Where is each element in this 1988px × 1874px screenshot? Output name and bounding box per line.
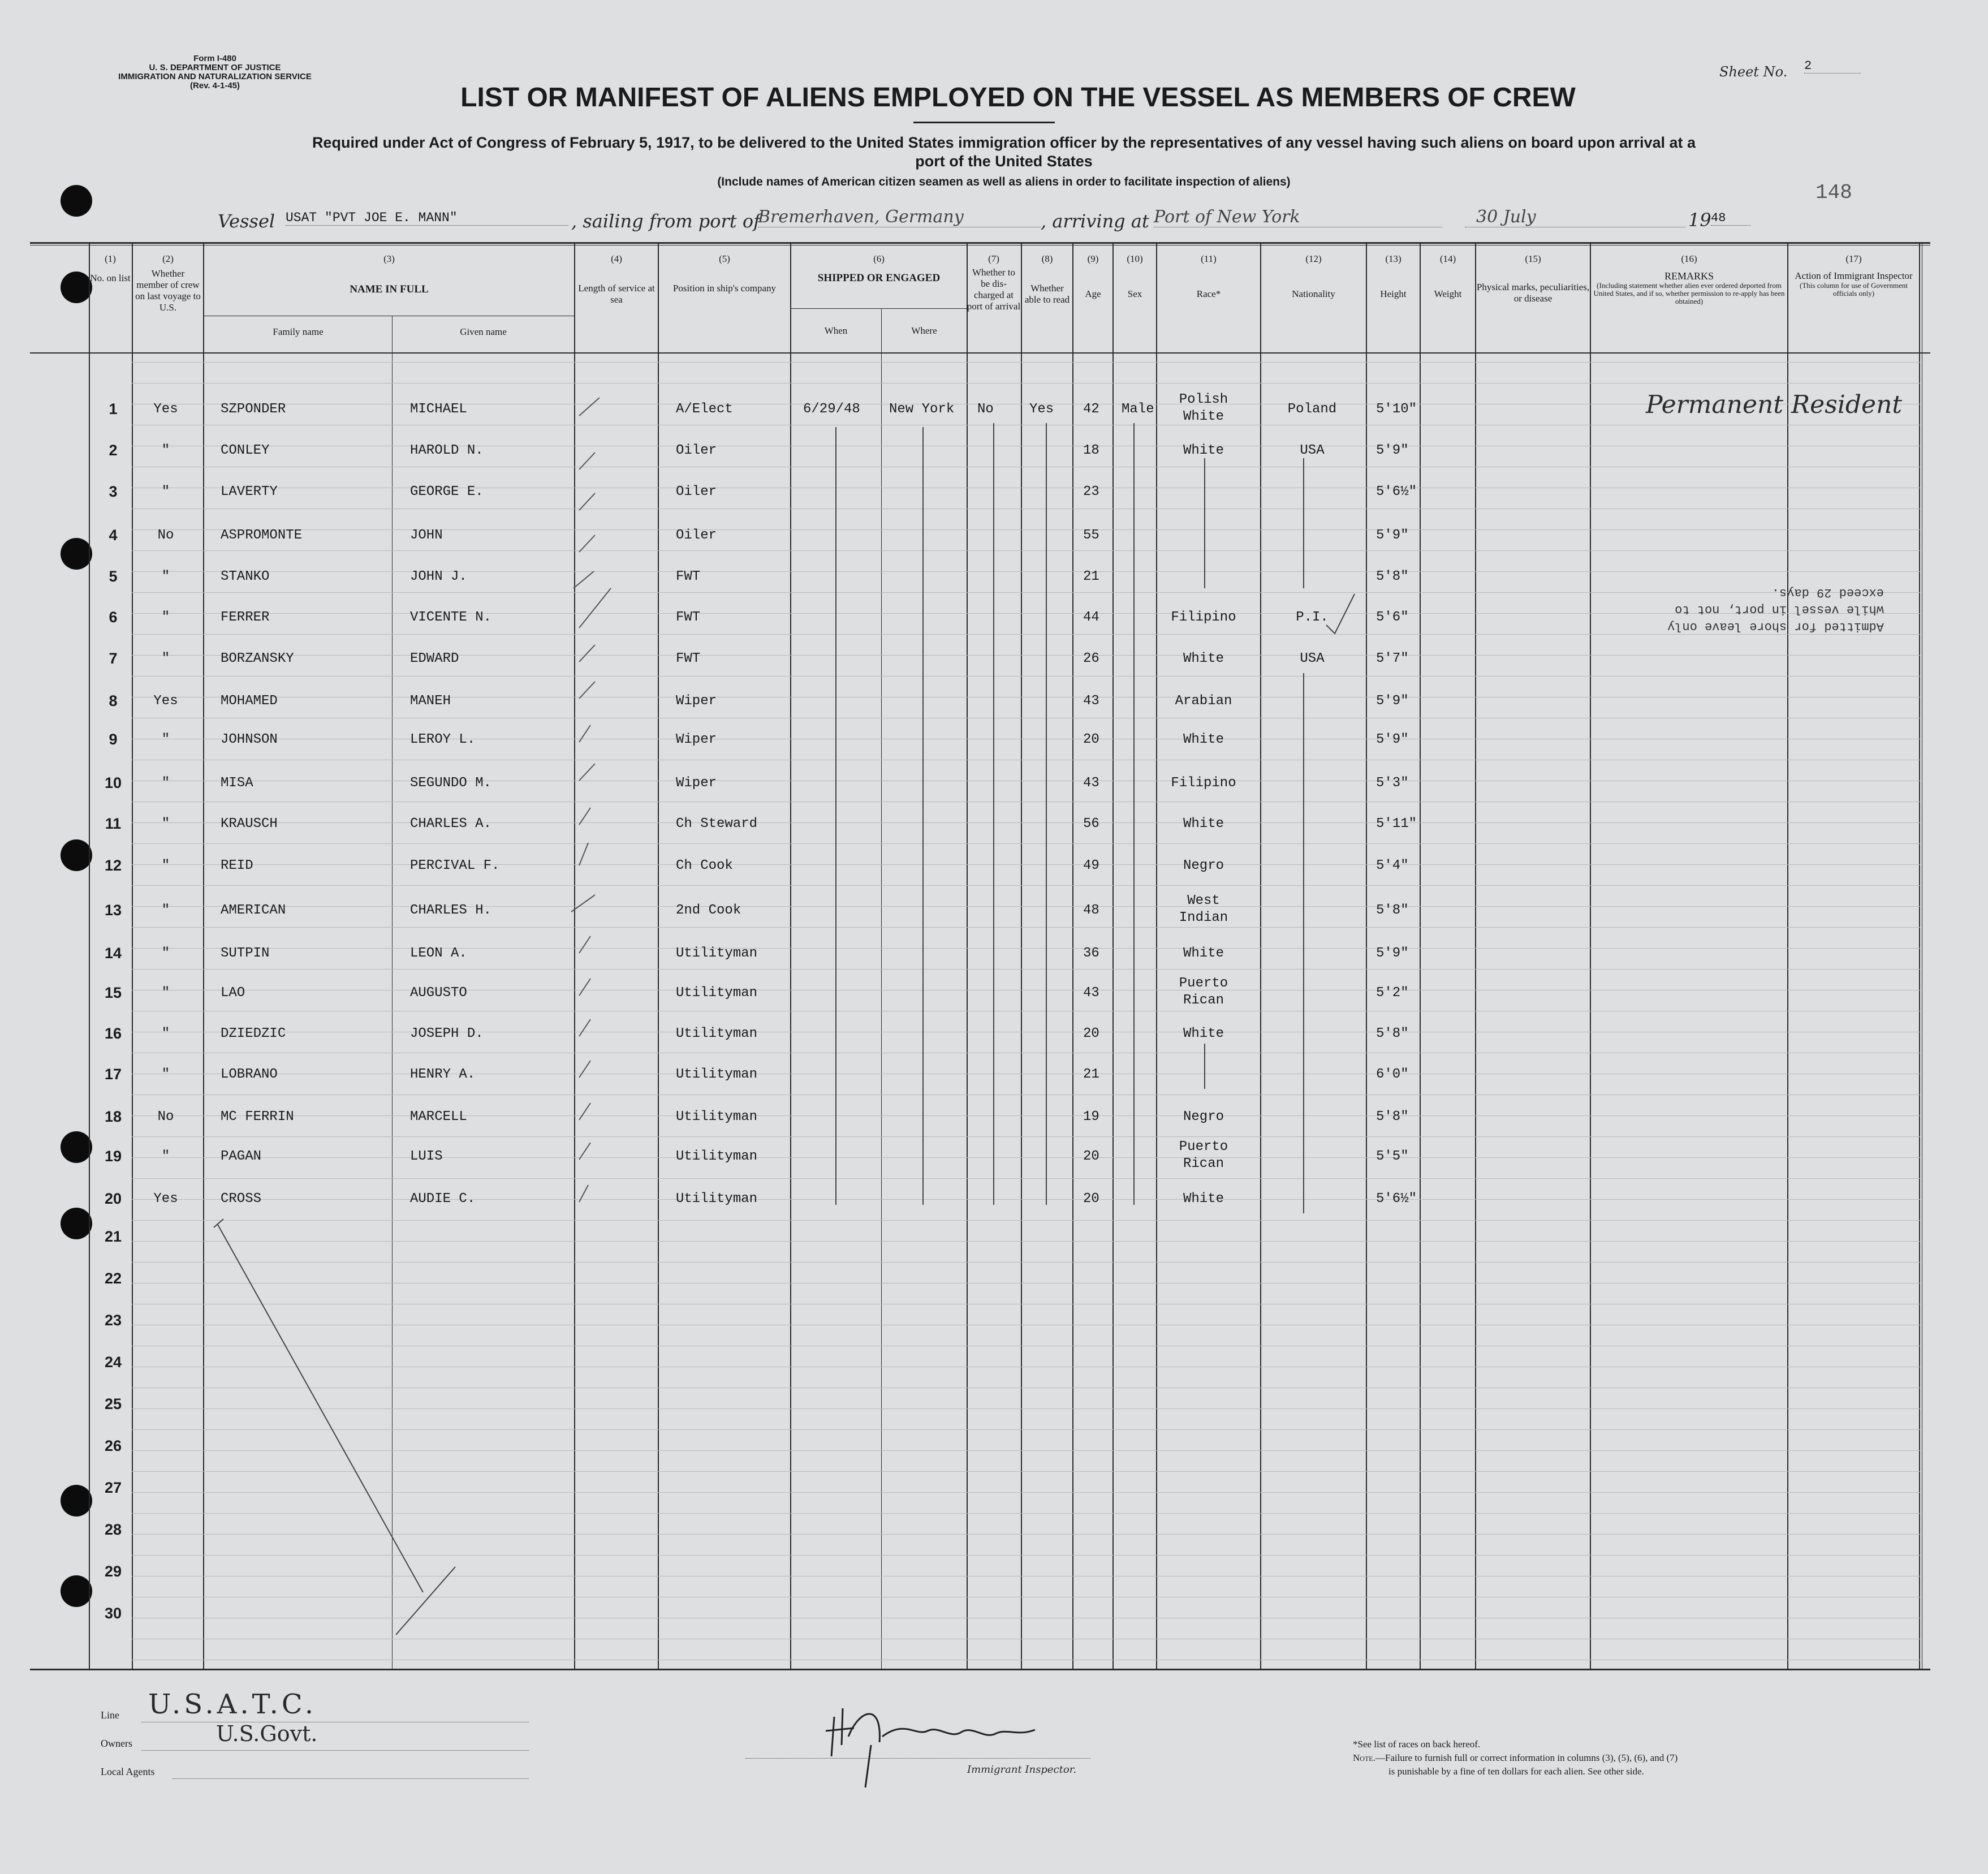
- cell-given: HAROLD N.: [410, 443, 484, 458]
- row-number: 21: [104, 1228, 122, 1245]
- cell-crew: ": [161, 1026, 170, 1041]
- cell-crew: ": [161, 651, 170, 666]
- cell-height: 5'2": [1376, 985, 1409, 1001]
- cell-given: JOSEPH D.: [410, 1026, 484, 1041]
- col-13-header: (13) Height: [1380, 253, 1407, 299]
- row-number: 10: [104, 774, 122, 791]
- cell-family: MC FERRIN: [221, 1109, 294, 1125]
- cell-race: Polish White: [1179, 392, 1228, 424]
- remarks-stamp: [1667, 584, 1884, 635]
- cell-family: SZPONDER: [221, 402, 286, 417]
- cell-race: White: [1183, 651, 1224, 666]
- cell-given: EDWARD: [410, 651, 459, 666]
- tick-mark: [579, 453, 595, 469]
- row-number: 1: [109, 400, 118, 417]
- col-10-header: (10) Sex: [1127, 253, 1143, 299]
- ditto-lines: [836, 423, 1355, 1213]
- cell-given: PERCIVAL F.: [410, 858, 500, 873]
- cell-height: 5'10": [1376, 402, 1417, 417]
- cell-crew: ": [161, 1067, 170, 1082]
- cell-given: MARCELL: [410, 1109, 467, 1125]
- cell-discharge: No: [977, 402, 994, 417]
- year-prefix: 19: [1688, 209, 1711, 231]
- note-line1: [1353, 1752, 1677, 1764]
- line-label: Line: [101, 1709, 119, 1721]
- page-title: LIST OR MANIFEST OF ALIENS EMPLOYED ON THE VESSEL AS MEMBERS OF CREW: [460, 83, 1576, 113]
- stamp-line: Admitted for shore leave only: [1667, 619, 1884, 634]
- cell-position: Wiper: [676, 732, 717, 747]
- col-9-header: (9) Age: [1085, 253, 1101, 299]
- cell-given: CHARLES H.: [410, 903, 492, 918]
- cell-given: JOHN: [410, 528, 443, 543]
- cell-height: 5'8": [1376, 569, 1409, 584]
- cell-nationality: USA: [1300, 443, 1325, 458]
- tick-mark: [579, 398, 600, 416]
- cell-height: 5'6": [1376, 610, 1409, 625]
- row-number: 14: [104, 945, 122, 962]
- form-revision: (Rev. 4-1-45): [189, 81, 240, 91]
- cell-age: 21: [1083, 1067, 1099, 1082]
- cell-height: 6'0": [1376, 1067, 1409, 1082]
- row-number: 29: [104, 1563, 122, 1580]
- row-number: 6: [109, 609, 118, 626]
- cell-height: 5'9": [1376, 528, 1409, 543]
- cell-crew: Yes: [153, 1191, 178, 1207]
- row-number: 9: [109, 731, 118, 748]
- cell-crew: ": [161, 985, 170, 1001]
- vessel-label: Vessel: [218, 210, 275, 232]
- cell-age: 56: [1083, 816, 1099, 832]
- cell-age: 23: [1083, 484, 1099, 499]
- cell-position: Ch Steward: [676, 816, 758, 832]
- cell-height: 5'9": [1376, 946, 1409, 961]
- cell-race: White: [1183, 946, 1224, 961]
- row-number: 28: [104, 1521, 122, 1538]
- signature-dots: [745, 1758, 1090, 1759]
- tick-mark: [579, 808, 590, 825]
- cell-height: 5'8": [1376, 1026, 1409, 1041]
- cell-crew: ": [161, 858, 170, 873]
- check-mark: [1326, 594, 1355, 634]
- row-number: 17: [104, 1066, 122, 1083]
- cell-race: Filipino: [1171, 776, 1236, 791]
- col-12-header: (12) Nationality: [1292, 253, 1335, 299]
- row-number: 11: [105, 815, 122, 832]
- cell-crew: No: [157, 1109, 174, 1125]
- cell-position: Utilityman: [676, 1026, 758, 1041]
- cell-nationality: P.I.: [1296, 610, 1329, 625]
- cell-height: 5'3": [1376, 776, 1409, 791]
- cell-race: White: [1183, 443, 1224, 458]
- void-strike: [214, 1219, 455, 1635]
- given-name-header: Given name: [460, 326, 507, 337]
- cell-position: A/Elect: [676, 402, 733, 417]
- cell-age: 43: [1083, 985, 1099, 1001]
- tick-mark: [579, 1019, 590, 1036]
- row-number: 16: [104, 1025, 122, 1042]
- cell-given: LEON A.: [410, 946, 467, 961]
- vessel-name: USAT "PVT JOE E. MANN": [286, 210, 568, 226]
- cell-position: Ch Cook: [676, 858, 733, 873]
- cell-race: White: [1183, 732, 1224, 747]
- cell-given: AUDIE C.: [410, 1191, 476, 1207]
- cell-position: Oiler: [676, 443, 717, 458]
- cell-family: AMERICAN: [221, 903, 286, 918]
- cell-family: LOBRANO: [221, 1067, 278, 1082]
- col-17-header: (17) Action of Immigrant Inspector (This column for use of Government officials only): [1795, 253, 1913, 298]
- row-number: 2: [109, 442, 118, 459]
- cell-family: JOHNSON: [221, 732, 278, 747]
- cell-age: 19: [1083, 1109, 1099, 1125]
- cell-sex: Male: [1122, 402, 1154, 417]
- cell-crew: ": [161, 569, 170, 584]
- cell-given: JOHN J.: [410, 569, 467, 584]
- cell-family: MOHAMED: [221, 693, 278, 709]
- cell-given: HENRY A.: [410, 1067, 476, 1082]
- cell-family: FERRER: [221, 610, 270, 625]
- cell-given: CHARLES A.: [410, 816, 492, 832]
- col-16-header: (16) REMARKS (Including statement whether alien ever ordered deported from United States, and if so, whether permission to re-apply has been obtained): [1593, 253, 1785, 305]
- remarks-handwritten: Permanent Resident: [1646, 390, 1903, 419]
- cell-family: MISA: [221, 776, 253, 791]
- col-2-header: (2) Whether member of crew on last voyage to U.S.: [135, 253, 201, 313]
- cell-given: VICENTE N.: [410, 610, 492, 625]
- signature-stroke: [882, 1729, 1035, 1737]
- cell-age: 20: [1083, 1191, 1099, 1207]
- cell-crew: ": [161, 946, 170, 961]
- line-value: U.S.A.T.C.: [148, 1688, 317, 1720]
- sheet-number-value: 2: [1804, 59, 1861, 74]
- cell-crew: Yes: [153, 402, 178, 417]
- col-7-header: (7) Whether to be dis-charged at port of arrival: [967, 253, 1021, 312]
- arriving-label: , arriving at: [1041, 210, 1149, 232]
- note-line2: is punishable by a fine of ten dollars for each alien. See other side.: [1388, 1766, 1644, 1777]
- cell-age: 48: [1083, 903, 1099, 918]
- agents-dots: [173, 1778, 529, 1779]
- cell-position: Utilityman: [676, 1109, 758, 1125]
- cell-race: Arabian: [1175, 693, 1232, 709]
- cell-crew: ": [161, 776, 170, 791]
- cell-when: 6/29/48: [803, 402, 860, 417]
- cell-position: 2nd Cook: [676, 903, 741, 918]
- when-header: When: [824, 325, 848, 336]
- row-number: 3: [109, 483, 118, 500]
- cell-race: White: [1183, 1191, 1224, 1207]
- cell-height: 5'6½": [1376, 1191, 1417, 1207]
- agents-label: Local Agents: [101, 1766, 155, 1777]
- tick-mark: [579, 1185, 588, 1202]
- cell-family: REID: [221, 858, 253, 873]
- cell-age: 21: [1083, 569, 1099, 584]
- col-11-header: (11) Race*: [1196, 253, 1221, 299]
- arrival-date: 30 July: [1465, 207, 1685, 227]
- form-service: IMMIGRATION AND NATURALIZATION SERVICE: [118, 72, 312, 81]
- cell-race: Puerto Rican: [1179, 1139, 1228, 1171]
- races-note: *See list of races on back hereof.: [1353, 1739, 1481, 1750]
- row-number: 5: [109, 568, 118, 585]
- row-number: 25: [104, 1395, 122, 1412]
- cell-height: 5'4": [1376, 858, 1409, 873]
- cell-position: FWT: [676, 569, 701, 584]
- form-department: U. S. DEPARTMENT OF JUSTICE: [149, 63, 281, 72]
- cell-age: 43: [1083, 776, 1099, 791]
- cell-given: LUIS: [410, 1149, 443, 1164]
- void-line: [214, 1219, 423, 1592]
- stamp-line: while vessel in port, not to: [1675, 602, 1884, 617]
- cell-height: 5'9": [1376, 693, 1409, 709]
- where-header: Where: [911, 325, 937, 336]
- tick-mark: [573, 571, 594, 588]
- col-8-header: (8) Whether able to read: [1024, 253, 1070, 305]
- row-number: 20: [104, 1190, 122, 1207]
- cell-age: 20: [1083, 732, 1099, 747]
- stamp-number: 148: [1815, 181, 1852, 204]
- cell-race: Negro: [1183, 858, 1224, 873]
- cell-position: Utilityman: [676, 985, 758, 1001]
- void-line: [396, 1567, 455, 1635]
- cell-height: 5'8": [1376, 903, 1409, 918]
- tick-mark: [579, 725, 590, 742]
- signature-stroke: [826, 1708, 879, 1787]
- row-number: 27: [104, 1479, 122, 1496]
- row-number: 22: [104, 1270, 122, 1287]
- cell-crew: ": [161, 610, 170, 625]
- cell-where: New York: [889, 402, 955, 417]
- cell-crew: ": [161, 816, 170, 832]
- sheet-number-label: Sheet No.: [1719, 64, 1788, 80]
- tick-mark: [579, 493, 595, 510]
- cell-crew: ": [161, 1149, 170, 1164]
- cell-position: Wiper: [676, 776, 717, 791]
- cell-age: 43: [1083, 693, 1099, 709]
- cell-age: 26: [1083, 651, 1099, 666]
- cell-family: LAVERTY: [221, 484, 278, 499]
- note-label: Note.: [1353, 1752, 1375, 1763]
- cell-position: Utilityman: [676, 1191, 758, 1207]
- cell-family: BORZANSKY: [221, 651, 294, 666]
- col-4-header: (4) Length of service at sea: [578, 253, 655, 305]
- cell-race: Puerto Rican: [1179, 976, 1228, 1008]
- cell-crew: Yes: [153, 693, 178, 709]
- cell-given: MICHAEL: [410, 402, 467, 417]
- cell-height: 5'5": [1376, 1149, 1409, 1164]
- cell-race: Filipino: [1171, 610, 1236, 625]
- cell-family: DZIEDZIC: [221, 1026, 286, 1041]
- row-number: 23: [104, 1312, 122, 1329]
- cell-age: 42: [1083, 402, 1099, 417]
- tick-mark: [579, 843, 588, 865]
- year-suffix: 48: [1711, 211, 1750, 226]
- owners-value: U.S.Govt.: [216, 1721, 318, 1746]
- cell-family: ASPROMONTE: [221, 528, 303, 543]
- cell-position: Wiper: [676, 693, 717, 709]
- row-number: 19: [104, 1148, 122, 1165]
- cell-given: MANEH: [410, 693, 451, 709]
- cell-crew: ": [161, 903, 170, 918]
- cell-position: FWT: [676, 610, 701, 625]
- row-number: 7: [109, 650, 118, 667]
- cell-crew: No: [157, 528, 174, 543]
- tick-mark: [579, 588, 611, 628]
- cell-race: Negro: [1183, 1109, 1224, 1125]
- cell-crew: ": [161, 484, 170, 499]
- cell-nationality: USA: [1300, 651, 1325, 666]
- row-number: 30: [104, 1605, 122, 1622]
- cell-height: 5'8": [1376, 1109, 1409, 1125]
- tick-mark: [579, 645, 595, 662]
- inspector-label: Immigrant Inspector.: [967, 1764, 1077, 1776]
- col-3-header: (3) NAME IN FULL: [350, 253, 429, 295]
- tick-mark: [579, 764, 595, 781]
- cell-family: SUTPIN: [221, 946, 270, 961]
- cell-race: White: [1183, 816, 1224, 832]
- row-number: 24: [104, 1354, 122, 1371]
- row-number: 8: [109, 692, 118, 709]
- cell-age: 20: [1083, 1026, 1099, 1041]
- signature-scribble: [826, 1708, 1035, 1787]
- cell-position: Utilityman: [676, 1067, 758, 1082]
- cell-family: CONLEY: [221, 443, 270, 458]
- owners-label: Owners: [101, 1738, 132, 1749]
- owners-dots: [141, 1750, 529, 1751]
- cell-height: 5'9": [1376, 732, 1409, 747]
- cell-family: KRAUSCH: [221, 816, 278, 832]
- tick-mark: [579, 1143, 590, 1160]
- cell-age: 18: [1083, 443, 1099, 458]
- row-number: 26: [104, 1437, 122, 1454]
- row-number: 15: [104, 984, 122, 1001]
- cell-crew: ": [161, 443, 170, 458]
- col-14-header: (14) Weight: [1434, 253, 1462, 299]
- subtitle-line1: Required under Act of Congress of February 5, 1917, to be delivered to the United States immigration officer by the representatives of any vessel having such aliens on board upon arrival at a: [312, 134, 1696, 151]
- cell-given: AUGUSTO: [410, 985, 467, 1001]
- cell-crew: ": [161, 732, 170, 747]
- cell-age: 55: [1083, 528, 1099, 543]
- tick-mark: [579, 936, 590, 953]
- tick-mark: [579, 535, 595, 552]
- cell-position: Utilityman: [676, 1149, 758, 1164]
- row-number: 12: [104, 857, 122, 874]
- subtitle-note: (Include names of American citizen seamen as well as aliens in order to facilitate inspection of aliens): [717, 175, 1291, 188]
- cell-given: GEORGE E.: [410, 484, 484, 499]
- sailing-label: , sailing from port of: [571, 210, 760, 232]
- row-number: 13: [104, 902, 122, 919]
- tick-mark: [579, 1061, 590, 1078]
- cell-age: 49: [1083, 858, 1099, 873]
- cell-read: Yes: [1029, 402, 1054, 417]
- cell-age: 36: [1083, 946, 1099, 961]
- col-6-header: (6) SHIPPED OR ENGAGED: [817, 253, 941, 284]
- row-number: 18: [104, 1108, 122, 1125]
- arriving-at-value: Port of New York: [1154, 207, 1442, 227]
- tick-mark: [571, 895, 595, 912]
- cell-nationality: Poland: [1287, 402, 1337, 417]
- cell-height: 5'11": [1376, 816, 1417, 832]
- cell-position: Utilityman: [676, 946, 758, 961]
- cell-position: Oiler: [676, 484, 717, 499]
- form-number: Form I-480: [193, 54, 236, 63]
- cell-family: CROSS: [221, 1191, 262, 1207]
- cell-family: PAGAN: [221, 1149, 262, 1164]
- note-text: —Failure to furnish full or correct information in columns (3), (5), (6), and (7): [1375, 1752, 1678, 1763]
- cell-given: LEROY L.: [410, 732, 476, 747]
- subtitle-line2: port of the United States: [915, 153, 1093, 170]
- col-1-header: (1) No. on list: [90, 253, 131, 283]
- cell-race: West Indian: [1179, 893, 1228, 925]
- cell-height: 5'6½": [1376, 484, 1417, 499]
- cell-height: 5'7": [1376, 651, 1409, 666]
- cell-position: Oiler: [676, 528, 717, 543]
- length-of-service-ticks: [571, 398, 611, 1202]
- row-number: 4: [109, 527, 118, 544]
- tick-mark: [579, 979, 590, 996]
- cell-family: LAO: [221, 985, 245, 1001]
- col-15-header: (15) Physical marks, peculiarities, or disease: [1476, 253, 1590, 304]
- col-5-header: (5) Position in ship's company: [672, 253, 777, 294]
- tick-mark: [579, 1103, 590, 1120]
- cell-given: SEGUNDO M.: [410, 776, 492, 791]
- cell-race: White: [1183, 1026, 1224, 1041]
- stamp-line: exceed 29 days.: [1771, 585, 1884, 600]
- family-name-header: Family name: [273, 326, 324, 337]
- cell-age: 20: [1083, 1149, 1099, 1164]
- cell-family: STANKO: [221, 569, 270, 584]
- cell-height: 5'9": [1376, 443, 1409, 458]
- sailing-from-value: Bremerhaven, Germany: [758, 207, 1041, 227]
- cell-age: 44: [1083, 610, 1099, 625]
- tick-mark: [579, 682, 595, 699]
- cell-position: FWT: [676, 651, 701, 666]
